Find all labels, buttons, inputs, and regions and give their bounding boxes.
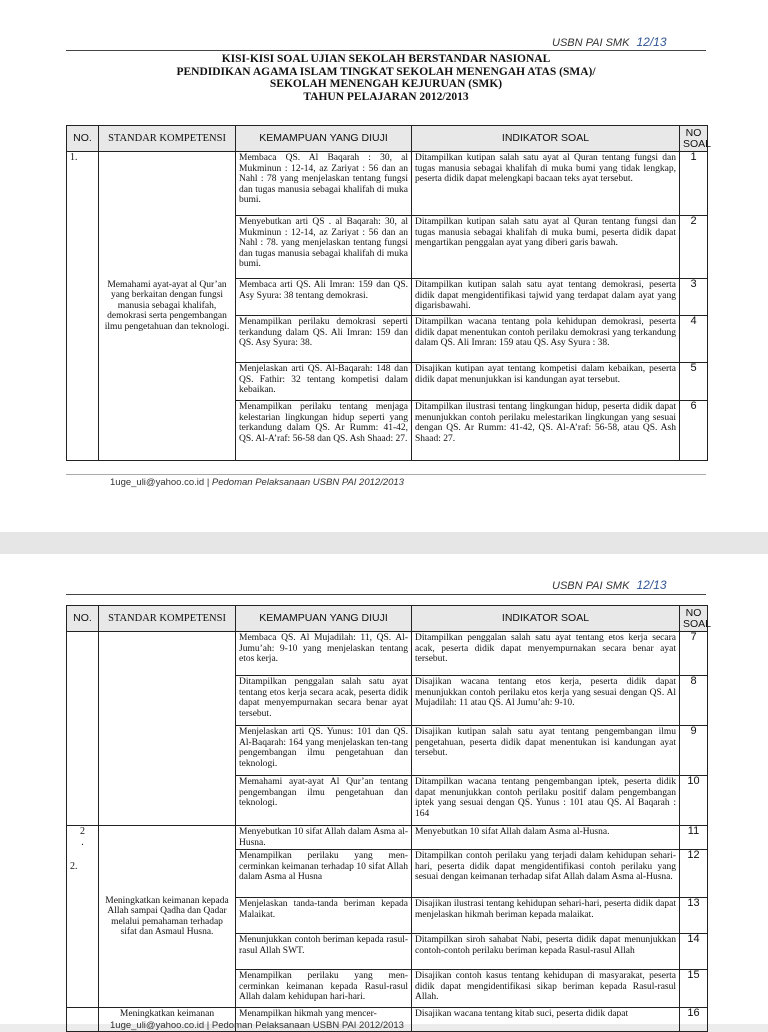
- kemampuan-cell: Menampilkan perilaku yang men-cerminkan keimanan terhadap 10 sifat Allah dalam Asma al Husna: [236, 850, 412, 898]
- group-number-empty: [67, 1008, 99, 1032]
- title-line-4: TAHUN PELAJARAN 2012/2013: [303, 90, 469, 103]
- standar-kompetensi-empty: [99, 632, 236, 826]
- page-footer: [110, 477, 404, 488]
- standar-kompetensi: Meningkatkan keimanan kepada Allah sampai Qadha dan Qadar melalui pemahaman terhadap sifat dan Asmaul Husna.: [99, 826, 236, 1008]
- table-row: [67, 826, 708, 850]
- header-label: USBN PAI SMK: [552, 580, 630, 592]
- col-indikator: INDIKATOR SOAL: [412, 606, 680, 632]
- header-page-number: 12/13: [636, 35, 667, 49]
- indikator-cell: Disajikan wacana tentang etos kerja, peserta didik dapat menunjukkan contoh perilaku etos kerja yang sesuai dengan QS. Al Mujadilah: 11 atau QS. Al Jumu’ah: 9-10.: [412, 676, 680, 726]
- kisi-kisi-table-2: [66, 605, 712, 1032]
- title-line-3: SEKOLAH MENENGAH KEJURUAN (SMK): [269, 78, 503, 90]
- col-standar: STANDAR KOMPETENSI: [99, 126, 236, 152]
- soal-number: 1: [680, 152, 708, 216]
- indikator-cell: Ditampilkan kutipan salah satu ayat al Quran tentang fungsi dan tugas manusia sebagai khalifah di muka bumi yang tidak lengkap, peserta didik dapat melengkapi bacaan teks ayat tersebut.: [412, 152, 680, 216]
- kisi-kisi-table-1: [66, 125, 712, 461]
- kemampuan-cell: Menyebutkan 10 sifat Allah dalam Asma al-Husna.: [236, 826, 412, 850]
- footer-text: | Pedoman Pelaksanaan USBN PAI 2012/2013: [206, 477, 404, 488]
- soal-number: 13: [680, 898, 708, 934]
- header-label: USBN PAI SMK: [552, 37, 630, 49]
- document-title: [66, 53, 706, 103]
- indikator-cell: Ditampilkan kutipan salah satu ayat tentang demokrasi, peserta didik dapat mengidentifikasi tajwid yang terdapat dalam ayat yang digarisbawahi.: [412, 279, 680, 316]
- soal-number: 2: [680, 216, 708, 279]
- soal-number: 7: [680, 632, 708, 676]
- kemampuan-cell: Ditampilkan penggalan salah satu ayat tentang etos kerja secara acak, peserta didik dapat menyempurnakan secara benar ayat tersebut.: [236, 676, 412, 726]
- kemampuan-cell: Menyebutkan arti QS . al Baqarah: 30, al Mukminun : 12-14, az Zariyat : 56 dan an Nahl : 78. yang menjelaskan tentang fungsi dan tugas manusia sebagai khalifah di muka bumi.: [236, 216, 412, 279]
- kemampuan-cell: Menampilkan perilaku tentang menjaga kelestarian lingkungan hidup seperti yang terkandung dalam QS. Ar Rumm: 41-42, QS. Al-A’raf: 56-58 dan QS. Ash Shaad: 27.: [236, 401, 412, 461]
- soal-number: 6: [680, 401, 708, 461]
- group-number-main: 2.: [70, 861, 78, 872]
- group-number-empty: [67, 632, 99, 826]
- indikator-cell: Ditampilkan penggalan salah satu ayat tentang etos kerja secara acak, peserta didik dapat menyempurnakan secara benar ayat tersebut.: [412, 632, 680, 676]
- col-standar: STANDAR KOMPETENSI: [99, 606, 236, 632]
- table-row: [67, 152, 708, 216]
- kemampuan-cell: Membaca arti QS. Ali Imran: 159 dan QS. Asy Syura: 38 tentang demokrasi.: [236, 279, 412, 316]
- indikator-cell: Ditampilkan ilustrasi tentang lingkungan hidup, peserta didik dapat menunjukkan contoh perilaku melestarikan lingkungan yang sesuai dengan QS. Ar Rumm: 41-42, QS. Al-A’raf: 56-58, atau QS. Ash Shaad: 27.: [412, 401, 680, 461]
- kemampuan-cell: Membaca QS. Al Baqarah : 30, al Mukminun : 12-14, az Zariyat : 56 dan an Nahl : 78 yang menjelaskan tentang fungsi dan tugas manusia sebagai khalifah di muka bumi.: [236, 152, 412, 216]
- table-header-row: [67, 126, 708, 152]
- page-gap: [0, 532, 768, 554]
- page-header: [552, 35, 667, 49]
- page-12-bottom: [0, 554, 768, 1031]
- kemampuan-cell: Menunjukkan contoh beriman kepada rasul-rasul Allah SWT.: [236, 934, 412, 970]
- indikator-cell: Ditampilkan wacana tentang pengembangan iptek, peserta didik dapat menunjukkan contoh perilaku positif dalam pengembangan iptek yang sesuai dengan QS. Yunus : 101 atau QS. Al Baqarah : 164: [412, 776, 680, 826]
- kemampuan-cell: Menjelaskan arti QS. Yunus: 101 dan QS. Al-Baqarah: 164 yang menjelaskan ten-tang pengembangan ilmu pengetahuan dan teknologi.: [236, 726, 412, 776]
- title-line-2: PENDIDIKAN AGAMA ISLAM TINGKAT SEKOLAH MENENGAH ATAS (SMA)/: [176, 65, 596, 78]
- indikator-cell: Disajikan kutipan ayat tentang kompetisi dalam kebaikan, peserta didik dapat menunjukkan isi kandungan ayat tersebut.: [412, 363, 680, 401]
- header-rule: [66, 50, 706, 51]
- group-number: [67, 826, 99, 1008]
- table-row: [67, 632, 708, 676]
- soal-number: 4: [680, 316, 708, 363]
- indikator-cell: Ditampilkan contoh perilaku yang terjadi dalam kehidupan sehari-hari, peserta didik dapat mengidentifikasi contoh perilaku yang sesuai dengan keimanan terhadap sifat Allah dalam Asma al-Husna.: [412, 850, 680, 898]
- standar-kompetensi-next: Meningkatkan keimanan: [99, 1008, 236, 1032]
- group-number-top: 2: [80, 826, 85, 837]
- col-no: NO.: [67, 126, 99, 152]
- standar-kompetensi: Memahami ayat-ayat al Qur’an yang berkaitan dengan fungsi manusia sebagai khalifah, demokrasi serta pengembangan ilmu pengetahuan dan teknologi.: [99, 152, 236, 461]
- kemampuan-cell: Memahami ayat-ayat Al Qur’an tentang pengembangan ilmu pengetahuan dan teknologi.: [236, 776, 412, 826]
- soal-number: 8: [680, 676, 708, 726]
- col-indikator: INDIKATOR SOAL: [412, 126, 680, 152]
- soal-number: 10: [680, 776, 708, 826]
- kemampuan-cell: Menampilkan perilaku demokrasi seperti terkandung dalam QS. Ali Imran: 159 dan QS. Asy Syura: 38.: [236, 316, 412, 363]
- footer-email: 1uge_uli@yahoo.co.id: [110, 477, 205, 488]
- header-page-number: 12/13: [636, 578, 667, 592]
- indikator-cell: Disajikan ilustrasi tentang kehidupan sehari-hari, peserta didik dapat menjelaskan hikmah beriman kepada malaikat.: [412, 898, 680, 934]
- kemampuan-cell: Menjelaskan tanda-tanda beriman kepada Malaikat.: [236, 898, 412, 934]
- group-number-dot: .: [81, 836, 84, 848]
- header-rule: [66, 594, 706, 595]
- col-nosoal: NO SOAL: [680, 126, 708, 152]
- page-header: [552, 578, 667, 592]
- kemampuan-cell: Membaca QS. Al Mujadilah: 11, QS. Al-Jumu’ah: 9-10 yang menjelaskan tentang etos kerja.: [236, 632, 412, 676]
- col-kemampuan: KEMAMPUAN YANG DIUJI: [236, 126, 412, 152]
- soal-number: 12: [680, 850, 708, 898]
- col-no: NO.: [67, 606, 99, 632]
- soal-number: 16: [680, 1008, 708, 1032]
- col-kemampuan: KEMAMPUAN YANG DIUJI: [236, 606, 412, 632]
- indikator-cell: Disajikan wacana tentang kitab suci, peserta didik dapat: [412, 1008, 680, 1032]
- footer-rule: [66, 474, 706, 475]
- col-nosoal: NO SOAL: [680, 606, 708, 632]
- kemampuan-cell: Menjelaskan arti QS. Al-Baqarah: 148 dan QS. Fathir: 32 tentang kompetisi dalam kebaikan.: [236, 363, 412, 401]
- group-number: 1.: [67, 152, 99, 461]
- page-footer-cut: 1uge_uli@yahoo.co.id | Pedoman Pelaksanaan USBN PAI 2012/2013: [110, 1020, 404, 1031]
- indikator-cell: Menyebutkan 10 sifat Allah dalam Asma al-Husna.: [412, 826, 680, 850]
- kemampuan-cell: Menampilkan perilaku yang men-cerminkan keimanan kepada Rasul-rasul Allah dalam kehidupan hari-hari.: [236, 970, 412, 1008]
- soal-number: 14: [680, 934, 708, 970]
- indikator-cell: Disajikan contoh kasus tentang kehidupan di masyarakat, peserta didik dapat mengidentifikasi sikap beriman kepada Rasul-rasul Allah.: [412, 970, 680, 1008]
- kemampuan-cell: Menampilkan hikmah yang mencer-: [236, 1008, 412, 1032]
- indikator-cell: Ditampilkan wacana tentang pola kehidupan demokrasi, peserta didik dapat menentukan contoh perilaku demokrasi yang terkandung dalam QS. Ali Imran: 159 atau QS. Asy Syura : 38.: [412, 316, 680, 363]
- soal-number: 5: [680, 363, 708, 401]
- title-line-1: KISI-KISI SOAL UJIAN SEKOLAH BERSTANDAR NASIONAL: [221, 53, 551, 65]
- indikator-cell: Disajikan kutipan salah satu ayat tentang pengembangan ilmu pengetahuan, peserta didik dapat menentukan isi kandungan ayat tersebut.: [412, 726, 680, 776]
- soal-number: 11: [680, 826, 708, 850]
- indikator-cell: Ditampilkan kutipan salah satu ayat al Quran tentang fungsi dan tugas manusia sebagai khalifah di muka bumi, peserta didik dapat mengartikan penggalan ayat yang diberi garis bawah.: [412, 216, 680, 279]
- table-header-row: [67, 606, 708, 632]
- soal-number: 9: [680, 726, 708, 776]
- soal-number: 3: [680, 279, 708, 316]
- soal-number: 15: [680, 970, 708, 1008]
- indikator-cell: Ditampilkan siroh sahabat Nabi, peserta didik dapat menunjukkan contoh-contoh perilaku beriman kepada Rasul-rasul Allah: [412, 934, 680, 970]
